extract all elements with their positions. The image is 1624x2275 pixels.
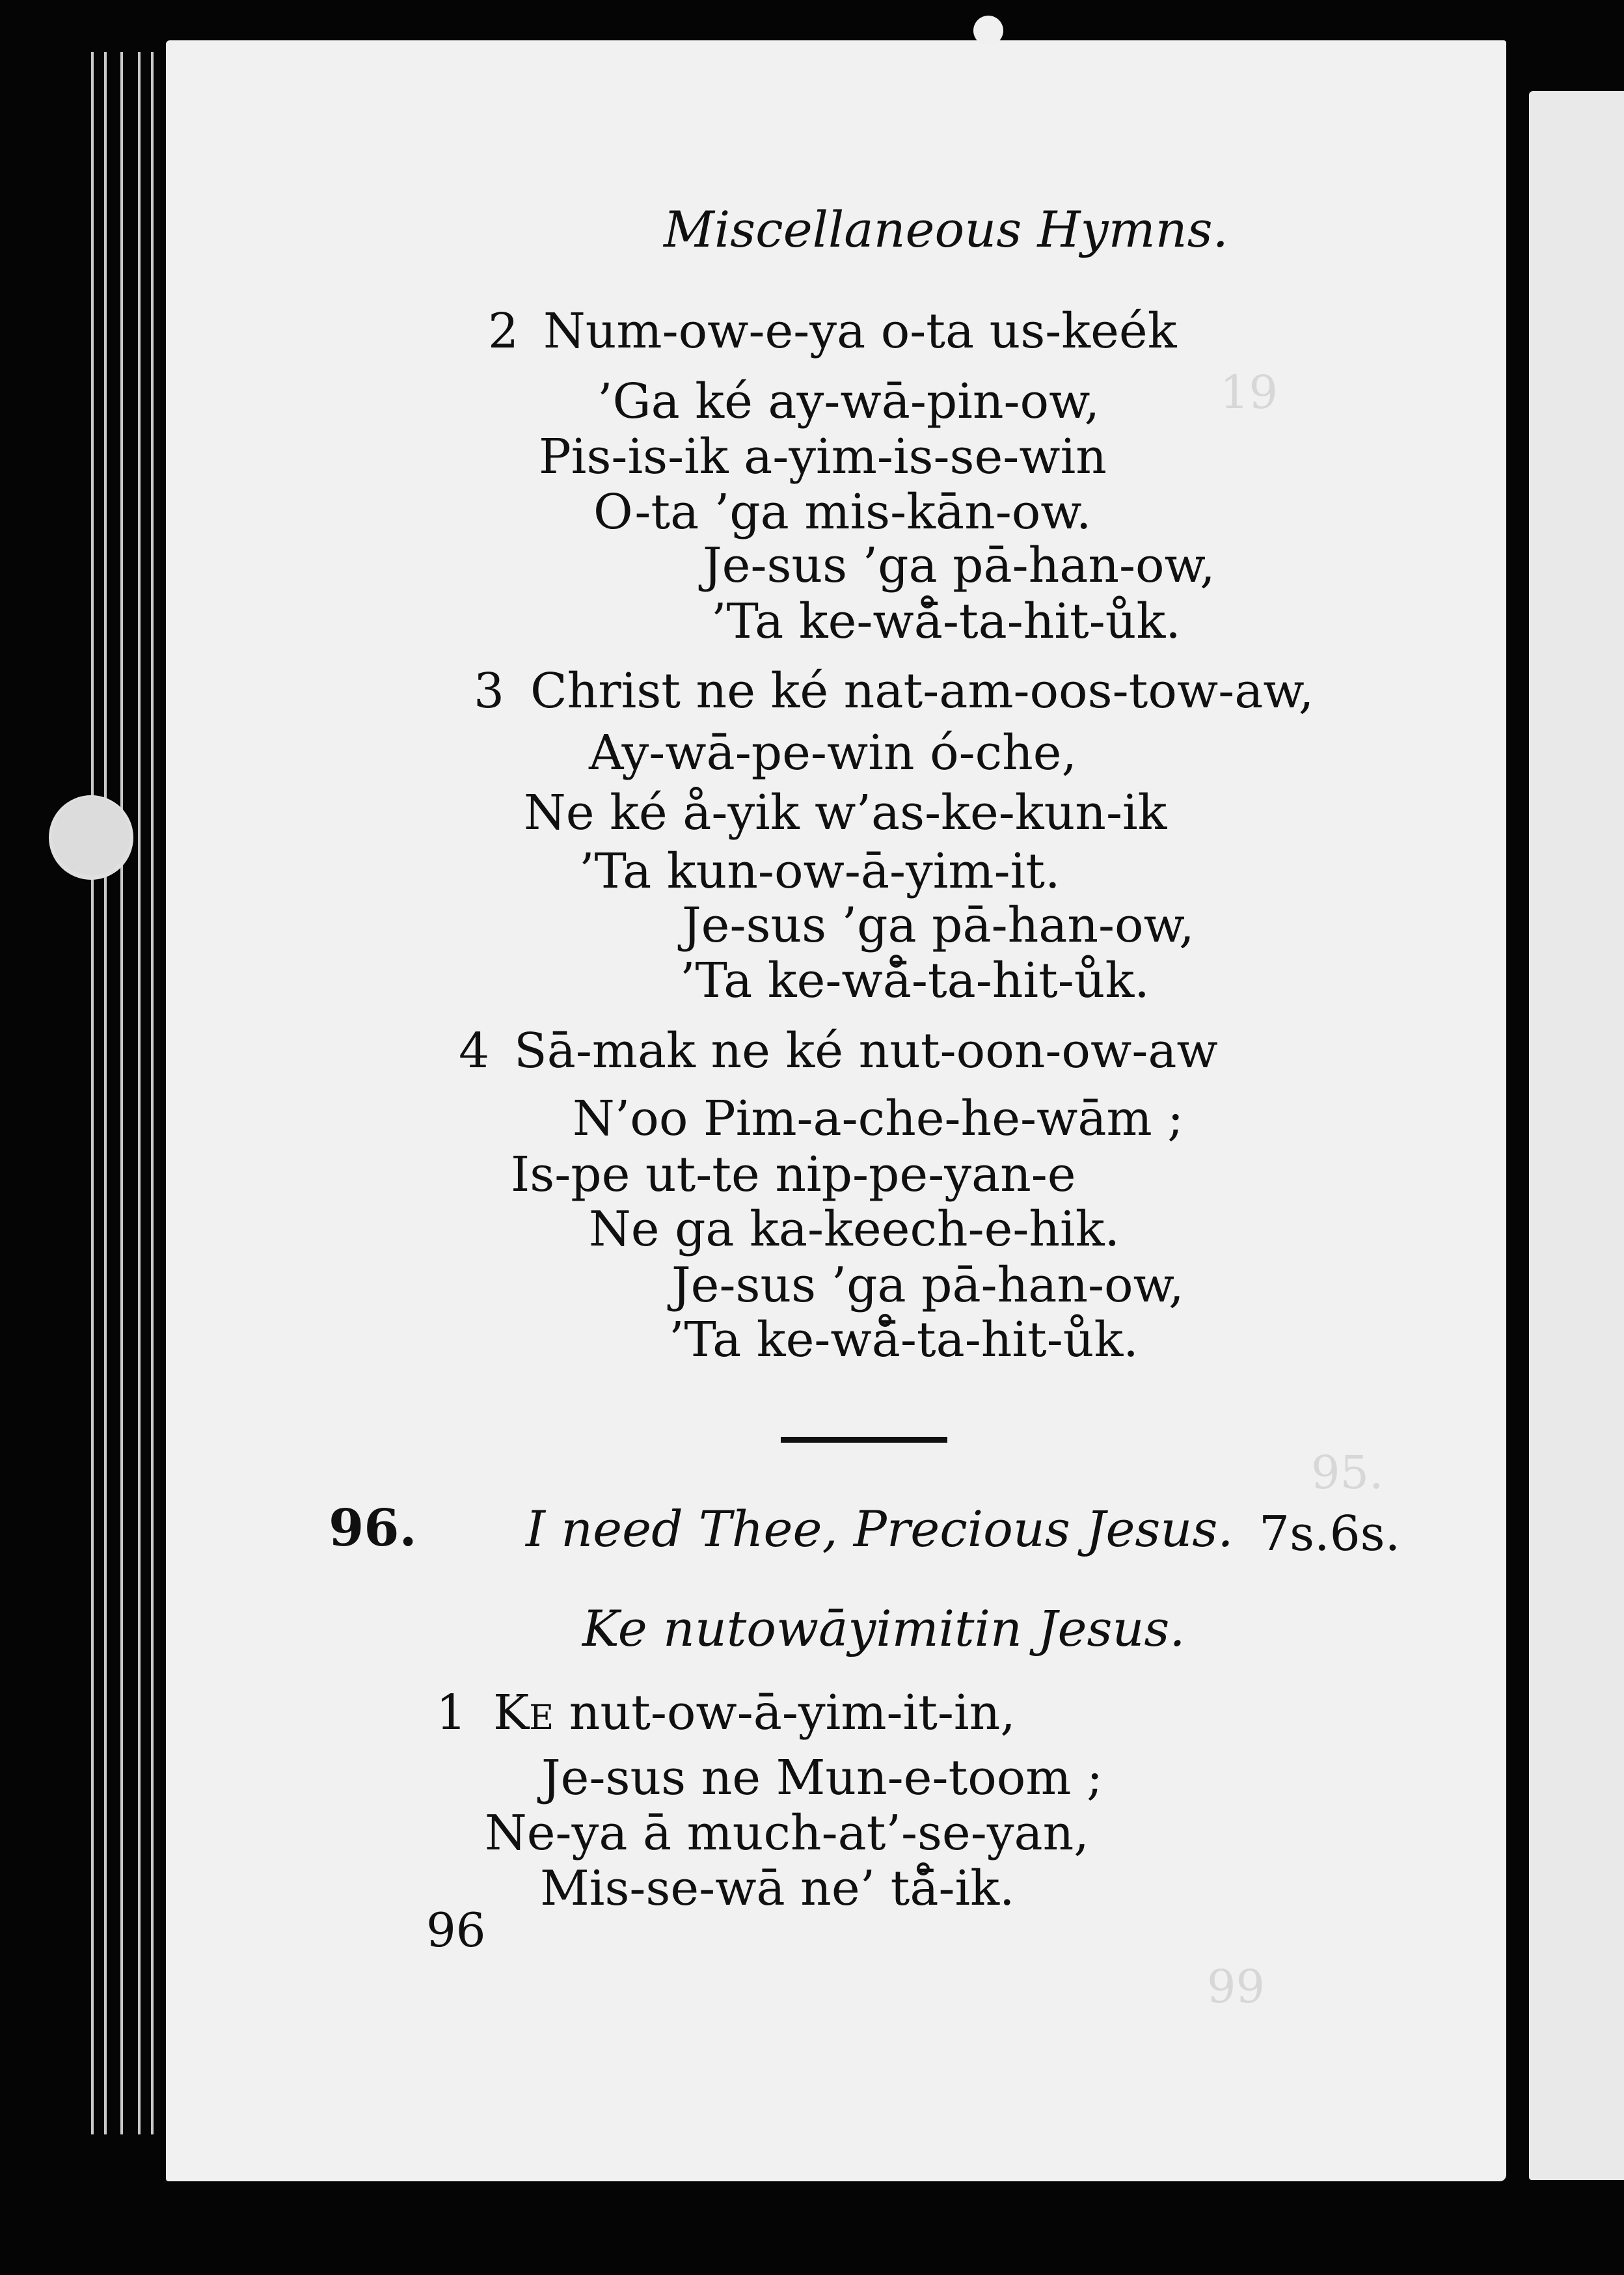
verse-line: Num-ow-e-ya o-ta us-keék (543, 303, 1177, 359)
verse-line: Ne ga ka-keech-e-hik. (589, 1201, 1120, 1257)
bleed-through-mark: 19 (1220, 366, 1279, 419)
section-divider (781, 1437, 947, 1443)
verse-line: Pis-is-ik a-yim-is-se-win (539, 429, 1107, 485)
verse-line: Is-pe ut-te nip-pe-yan-e (511, 1147, 1076, 1203)
verse-line: Mis-se-wā ne’ tå̄-ik. (540, 1860, 1015, 1916)
refrain-line: Je-sus ’ga pā-han-ow, (671, 1257, 1184, 1313)
verse-line (493, 1685, 1016, 1741)
verse-number: 3 (474, 663, 505, 719)
hymn-title: I need Thee, Precious Jesus. (526, 1500, 1234, 1558)
binding-edge-line (138, 52, 141, 2134)
verse-line: ’Ta kun-ow-ā-yim-it. (579, 843, 1061, 899)
bleed-through-mark: 99 (1207, 1960, 1265, 2013)
verse-line: O-ta ’ga mis-kān-ow. (593, 484, 1092, 540)
hymn-subtitle: Ke nutowāyimitin Jesus. (582, 1600, 1185, 1657)
verse-line-rest: nut-ow-ā-yim-it-in, (554, 1685, 1016, 1741)
verse-line: Ne-ya ā much-at’-se-yan, (485, 1805, 1089, 1861)
verse-line: Christ ne ké nat-am-oos-tow-aw, (530, 663, 1314, 719)
hymn-meter: 7s.6s. (1259, 1506, 1401, 1562)
bleed-through-mark: 95. (1311, 1446, 1384, 1499)
binding-edge-line (104, 52, 107, 2134)
binding-edge-line (151, 52, 154, 2134)
paper-blot (973, 16, 1003, 46)
verse-line: Ay-wā-pe-win ó-che, (589, 725, 1077, 781)
verse-line: ’Ga ké ay-wā-pin-ow, (597, 374, 1100, 429)
verse-line: N’oo Pim-a-che-he-wām ; (573, 1091, 1184, 1147)
page-number: 96 (426, 1903, 486, 1957)
verse-number: 1 (436, 1685, 467, 1741)
binding-edge-line (120, 52, 123, 2134)
verse-number: 4 (459, 1023, 490, 1079)
paper-blot (52, 797, 130, 875)
verse-line: Ne ké å-yik w’as-ke-kun-ik (524, 785, 1167, 841)
refrain-line: ’Ta ke-wå̄-ta-hit-ůk. (711, 593, 1181, 649)
verse-line: Je-sus ne Mun-e-toom ; (541, 1750, 1103, 1806)
next-page-edge (1529, 91, 1624, 2180)
running-head: Miscellaneous Hymns. (664, 200, 1228, 258)
drop-caps: Ke (493, 1685, 554, 1741)
binding-edge-line (91, 52, 94, 2134)
refrain-line: ’Ta ke-wå̄-ta-hit-ůk. (669, 1312, 1139, 1368)
refrain-line: Je-sus ’ga pā-han-ow, (682, 897, 1195, 953)
refrain-line: ’Ta ke-wå̄-ta-hit-ůk. (680, 953, 1150, 1009)
verse-line: Sā-mak ne ké nut-oon-ow-aw (514, 1023, 1218, 1079)
hymn-number: 96. (329, 1499, 417, 1558)
verse-number: 2 (488, 303, 519, 359)
refrain-line: Je-sus ’ga pā-han-ow, (703, 538, 1215, 593)
